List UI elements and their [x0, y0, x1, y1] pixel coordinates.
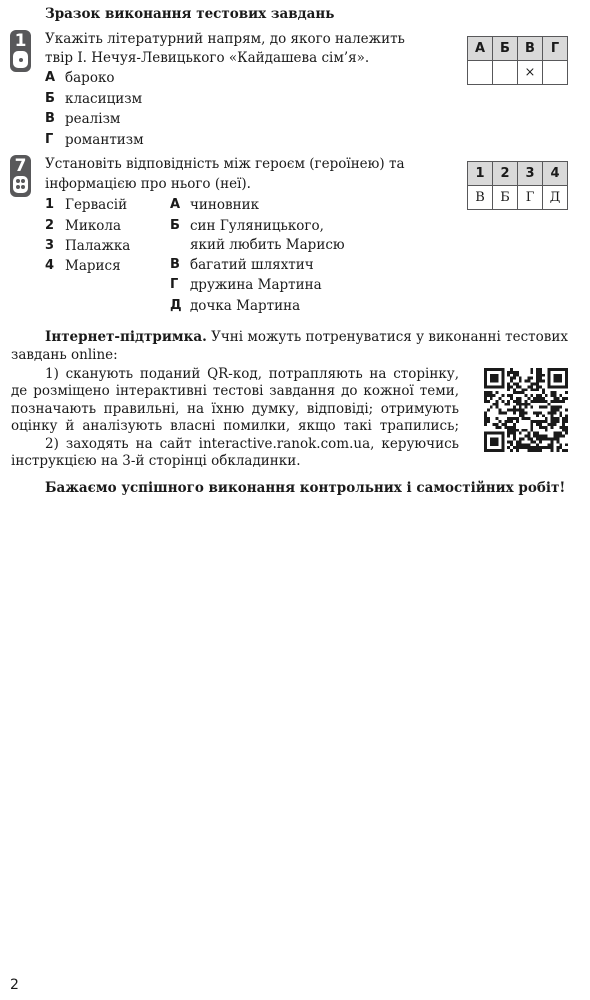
character-name: Гервасій — [65, 197, 128, 213]
character-name: Марися — [65, 258, 121, 274]
grid-header-cell: 4 — [543, 162, 568, 186]
description-letter: Б — [170, 218, 180, 233]
internet-support-line-2: завдань online: — [11, 347, 118, 363]
description-letter: Г — [170, 277, 179, 292]
step-1-line-4: оцінку й аналізують власні помилки, якщо такі трапились; — [11, 418, 459, 434]
description-text: чиновник — [190, 197, 260, 213]
grid-header-cell: 3 — [518, 162, 543, 186]
task-1-badge — [10, 30, 31, 72]
grid-header-cell: 1 — [468, 162, 493, 186]
difficulty-dot — [21, 185, 25, 189]
grid-answer-cell — [468, 61, 493, 85]
option-text: класицизм — [65, 91, 143, 107]
description-text: дружина Мартина — [190, 277, 322, 293]
option-letter: А — [45, 70, 56, 85]
step-2-line-1: 2) заходять на сайт interactive.ranok.com.ua, керуючись — [45, 436, 459, 452]
step-2-line-2: інструкцією на 3-й сторінці обкладинки. — [11, 453, 301, 469]
grid-header-cell: Б — [493, 37, 518, 61]
internet-support-heading: Інтернет-підтримка. — [45, 329, 207, 345]
task-7-difficulty-pill — [13, 176, 28, 193]
description-text: син Гуляницького, — [190, 218, 324, 234]
task-7-badge — [10, 155, 31, 197]
description-text: дочка Мартина — [190, 298, 301, 314]
difficulty-dot — [21, 179, 25, 183]
description-letter: А — [170, 197, 181, 212]
task-7-question-line-1: Установіть відповідність між героєм (героїнею) та — [45, 156, 405, 172]
grid-answer-cell: × — [518, 61, 543, 85]
step-1-line-2: де розміщено інтерактивні тестові завдання до кожної теми, — [11, 383, 459, 399]
page-title: Зразок виконання тестових завдань — [45, 6, 335, 22]
step-1-line-3: позначають правильні, на їхню думку, відповіді; отримують — [11, 401, 459, 417]
grid-header-cell: В — [518, 37, 543, 61]
option-letter: Г — [45, 132, 54, 147]
internet-support-line-1 — [45, 327, 568, 348]
difficulty-dot — [16, 185, 20, 189]
grid-answer-cell — [543, 61, 568, 85]
difficulty-dot — [16, 179, 20, 183]
character-number: 2 — [45, 218, 55, 233]
option-text: бароко — [65, 70, 115, 86]
task-1-answer-grid — [467, 36, 568, 85]
task-7-question-line-2: інформацією про нього (неї). — [45, 176, 251, 192]
option-text: романтизм — [65, 132, 144, 148]
grid-answer-cell: Б — [493, 186, 518, 210]
grid-answer-cell — [493, 61, 518, 85]
task-1-difficulty-pill — [13, 51, 28, 68]
step-1-line-1: 1) сканують поданий QR-код, потрапляють на сторінку, — [45, 366, 459, 382]
grid-header-cell: Г — [543, 37, 568, 61]
character-number: 1 — [45, 197, 55, 212]
character-number: 3 — [45, 238, 55, 253]
page-number: 2 — [10, 977, 19, 993]
grid-answer-cell: В — [468, 186, 493, 210]
grid-header-cell: 2 — [493, 162, 518, 186]
character-number: 4 — [45, 258, 55, 273]
task-7-answer-grid — [467, 161, 568, 210]
difficulty-dot — [19, 58, 23, 62]
closing-wish: Бажаємо успішного виконання контрольних і самостійних робіт! — [45, 480, 566, 496]
task-1-question-line-2: твір І. Нечуя-Левицького «Кайдашева сім’я». — [45, 50, 370, 66]
description-letter: Д — [170, 298, 182, 313]
grid-answer-cell: Г — [518, 186, 543, 210]
option-text: реалізм — [65, 111, 121, 127]
qr-code-icon[interactable] — [484, 368, 568, 452]
task-1-number: 1 — [14, 31, 27, 51]
task-7-number: 7 — [14, 156, 27, 176]
option-letter: В — [45, 111, 55, 126]
grid-answer-cell: Д — [543, 186, 568, 210]
character-name: Палажка — [65, 238, 131, 254]
description-text: багатий шляхтич — [190, 257, 314, 273]
grid-header-cell: А — [468, 37, 493, 61]
option-letter: Б — [45, 91, 55, 106]
description-letter: В — [170, 257, 180, 272]
character-name: Микола — [65, 218, 122, 234]
internet-support-text: Учні можуть потренуватися у виконанні тестових — [206, 329, 568, 345]
description-text: який любить Марисю — [190, 237, 345, 253]
task-1-question-line-1: Укажіть літературний напрям, до якого належить — [45, 31, 405, 47]
